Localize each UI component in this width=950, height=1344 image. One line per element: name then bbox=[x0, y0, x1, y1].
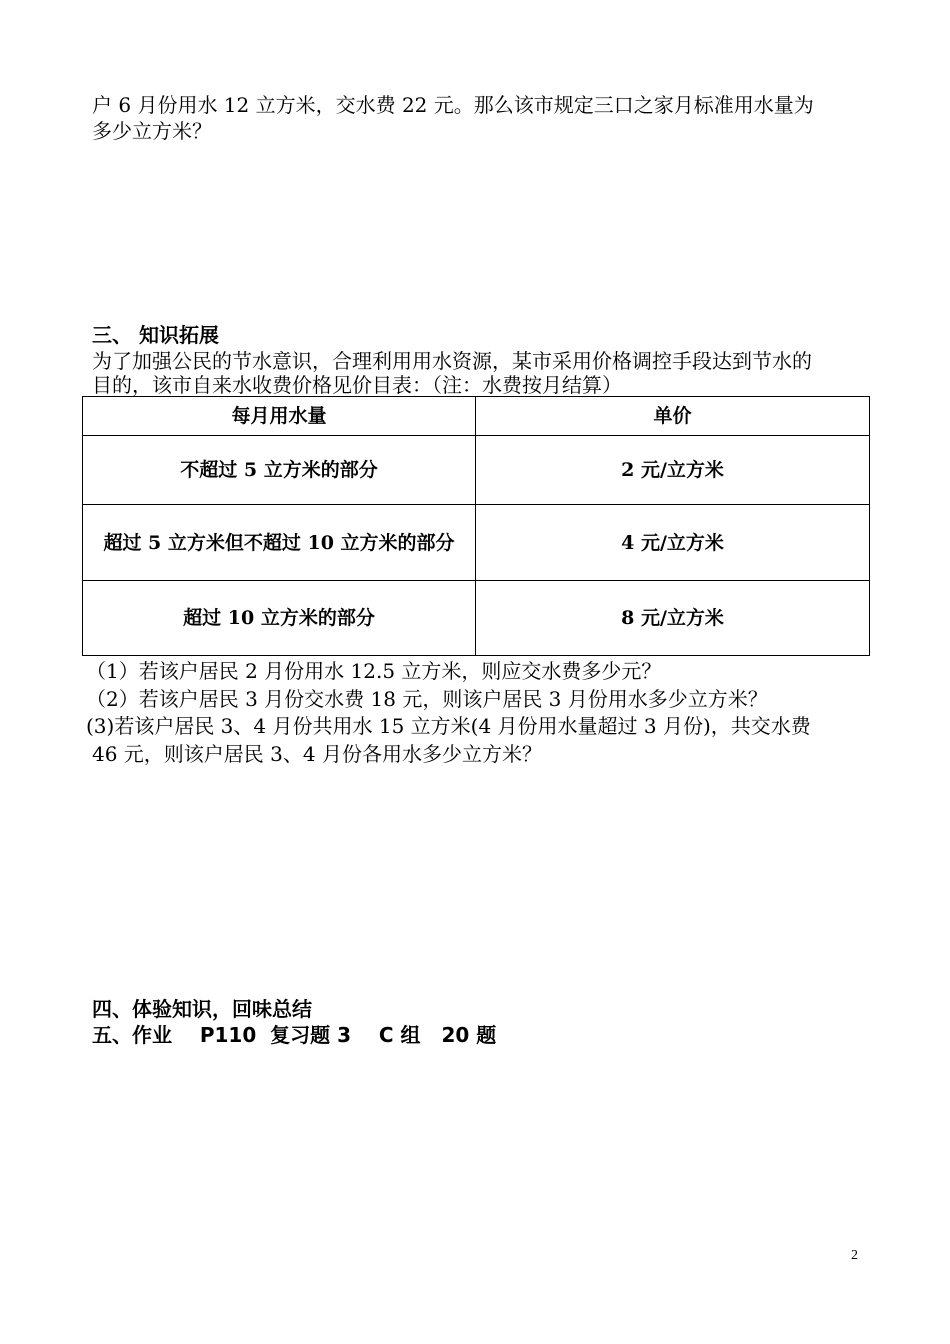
intro-line-2: 多少立方米？ bbox=[92, 119, 212, 143]
table-row bbox=[83, 581, 870, 656]
price-cell: 2 元/立方米 bbox=[476, 436, 870, 505]
header-unit-price: 单价 bbox=[476, 397, 870, 436]
question-3-line-1: (3)若该户居民 3、4 月份共用水 15 立方米(4 月份用水量超过 3 月份)，共交水费 bbox=[86, 714, 811, 738]
price-table bbox=[82, 396, 870, 656]
usage-cell: 不超过 5 立方米的部分 bbox=[83, 436, 476, 505]
section-3-paragraph-line-1: 为了加强公民的节水意识，合理利用用水资源，某市采用价格调控手段达到节水的 bbox=[92, 349, 812, 373]
table-row bbox=[83, 505, 870, 581]
header-monthly-usage: 每月用水量 bbox=[83, 397, 476, 436]
usage-cell: 超过 10 立方米的部分 bbox=[83, 581, 476, 656]
section-3-heading: 三、 知识拓展 bbox=[92, 323, 219, 347]
table-header-row bbox=[83, 397, 870, 436]
question-1: （1）若该户居民 2 月份用水 12.5 立方米，则应交水费多少元？ bbox=[86, 659, 662, 683]
section-4-heading: 四、体验知识，回味总结 bbox=[92, 997, 312, 1021]
question-2: （2）若该户居民 3 月份交水费 18 元，则该户居民 3 月份用水多少立方米？ bbox=[86, 687, 768, 711]
section-5-heading: 五、作业 P110 复习题 3 C 组 20 题 bbox=[92, 1023, 497, 1047]
price-cell: 4 元/立方米 bbox=[476, 505, 870, 581]
section-3-paragraph-line-2: 目的，该市自来水收费价格见价目表：（注：水费按月结算） bbox=[92, 373, 622, 397]
table-row bbox=[83, 436, 870, 505]
intro-line-1: 户 6 月份用水 12 立方米，交水费 22 元。那么该市规定三口之家月标准用水量为 bbox=[92, 93, 814, 117]
question-3-line-2: 46 元，则该户居民 3、4 月份各用水多少立方米？ bbox=[92, 742, 542, 766]
page-number: 2 bbox=[851, 1248, 858, 1263]
price-cell: 8 元/立方米 bbox=[476, 581, 870, 656]
usage-cell: 超过 5 立方米但不超过 10 立方米的部分 bbox=[83, 505, 476, 581]
